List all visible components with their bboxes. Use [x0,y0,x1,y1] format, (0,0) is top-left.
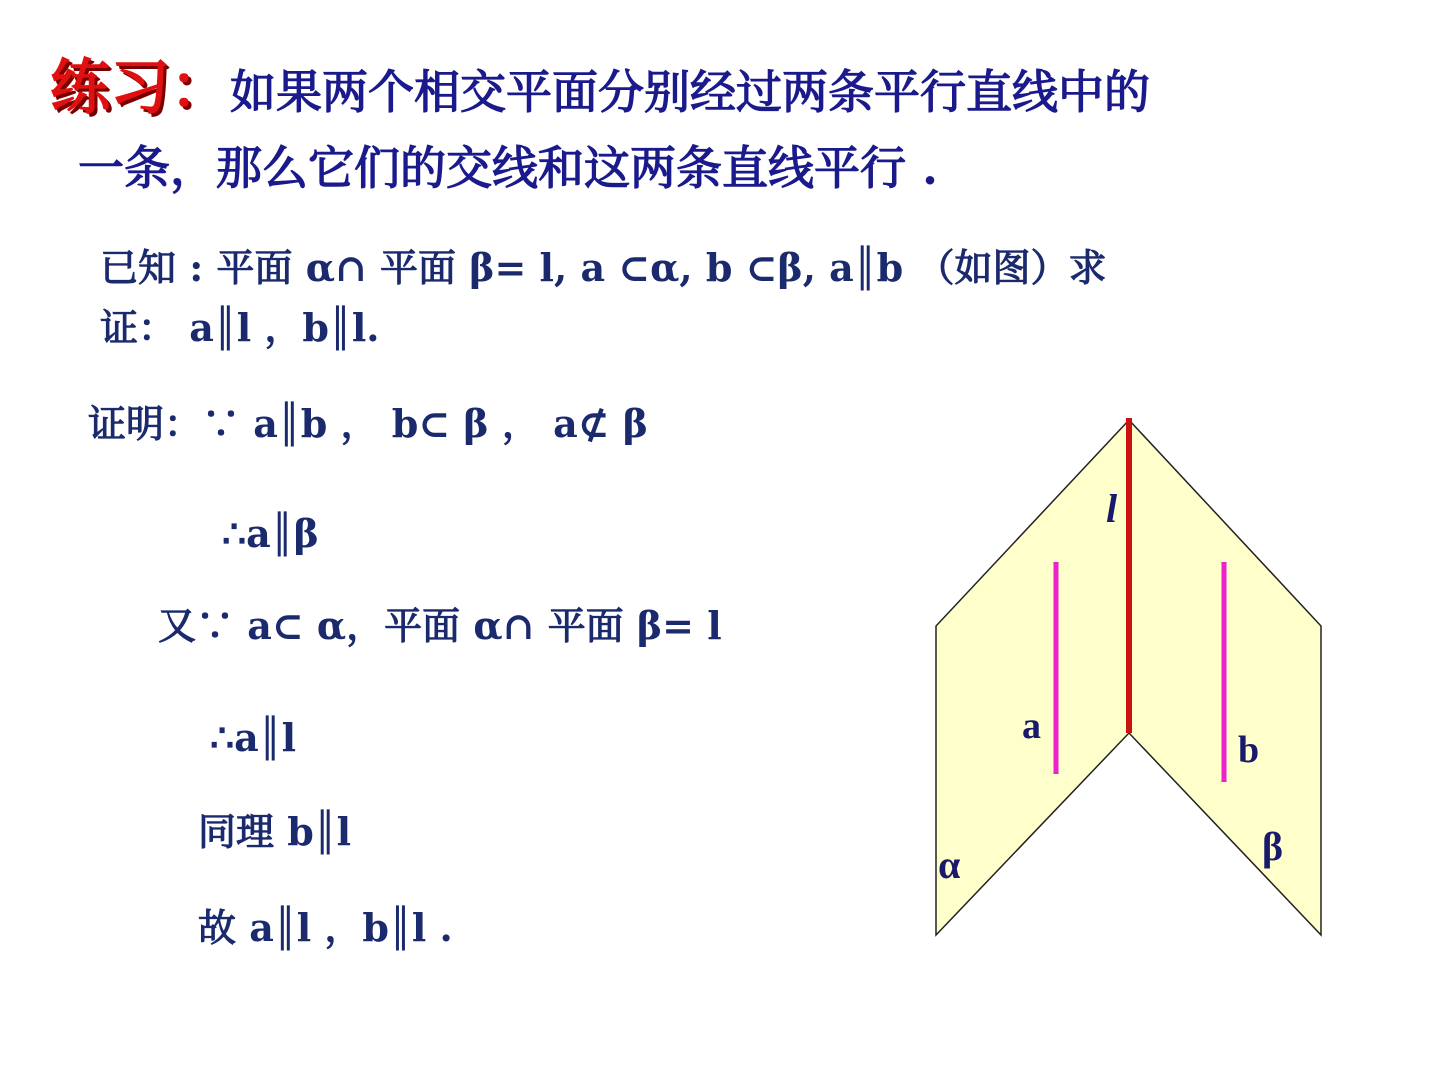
intersecting-planes-figure [920,400,1340,960]
proof-step-2: ∴a║β [222,511,319,556]
label-a: a [1022,705,1041,747]
proof-step-5: 同理 b║l [198,809,352,854]
proof-step-1: 证明：∵ a║b ， b⊂ β ， a⊄ β [88,401,649,446]
label-alpha: α [938,842,961,887]
exercise-title-line1 [50,53,1150,123]
given-line2: 证： a║l ，b║l. [100,305,380,350]
label-beta: β [1262,824,1284,869]
exercise-label: 练习： [50,53,230,123]
label-b: b [1238,729,1260,771]
proof-step-3: 又∵ a⊂ α，平面 α∩ 平面 β= l [158,603,722,648]
exercise-statement-line2: 一条，那么它们的交线和这两条直线平行 . [78,141,939,195]
label-l: l [1106,486,1118,531]
proof-step-4: ∴a║l [210,715,297,760]
given-line1: 已知 : 平面 α∩ 平面 β= l, a ⊂α, b ⊂β, a║b （如图）求 [100,245,1107,290]
proof-step-6: 故 a║l ，b║l . [198,905,453,950]
exercise-statement-line1: 如果两个相交平面分别经过两条平行直线中的 [230,65,1150,119]
plane-alpha [936,420,1129,935]
